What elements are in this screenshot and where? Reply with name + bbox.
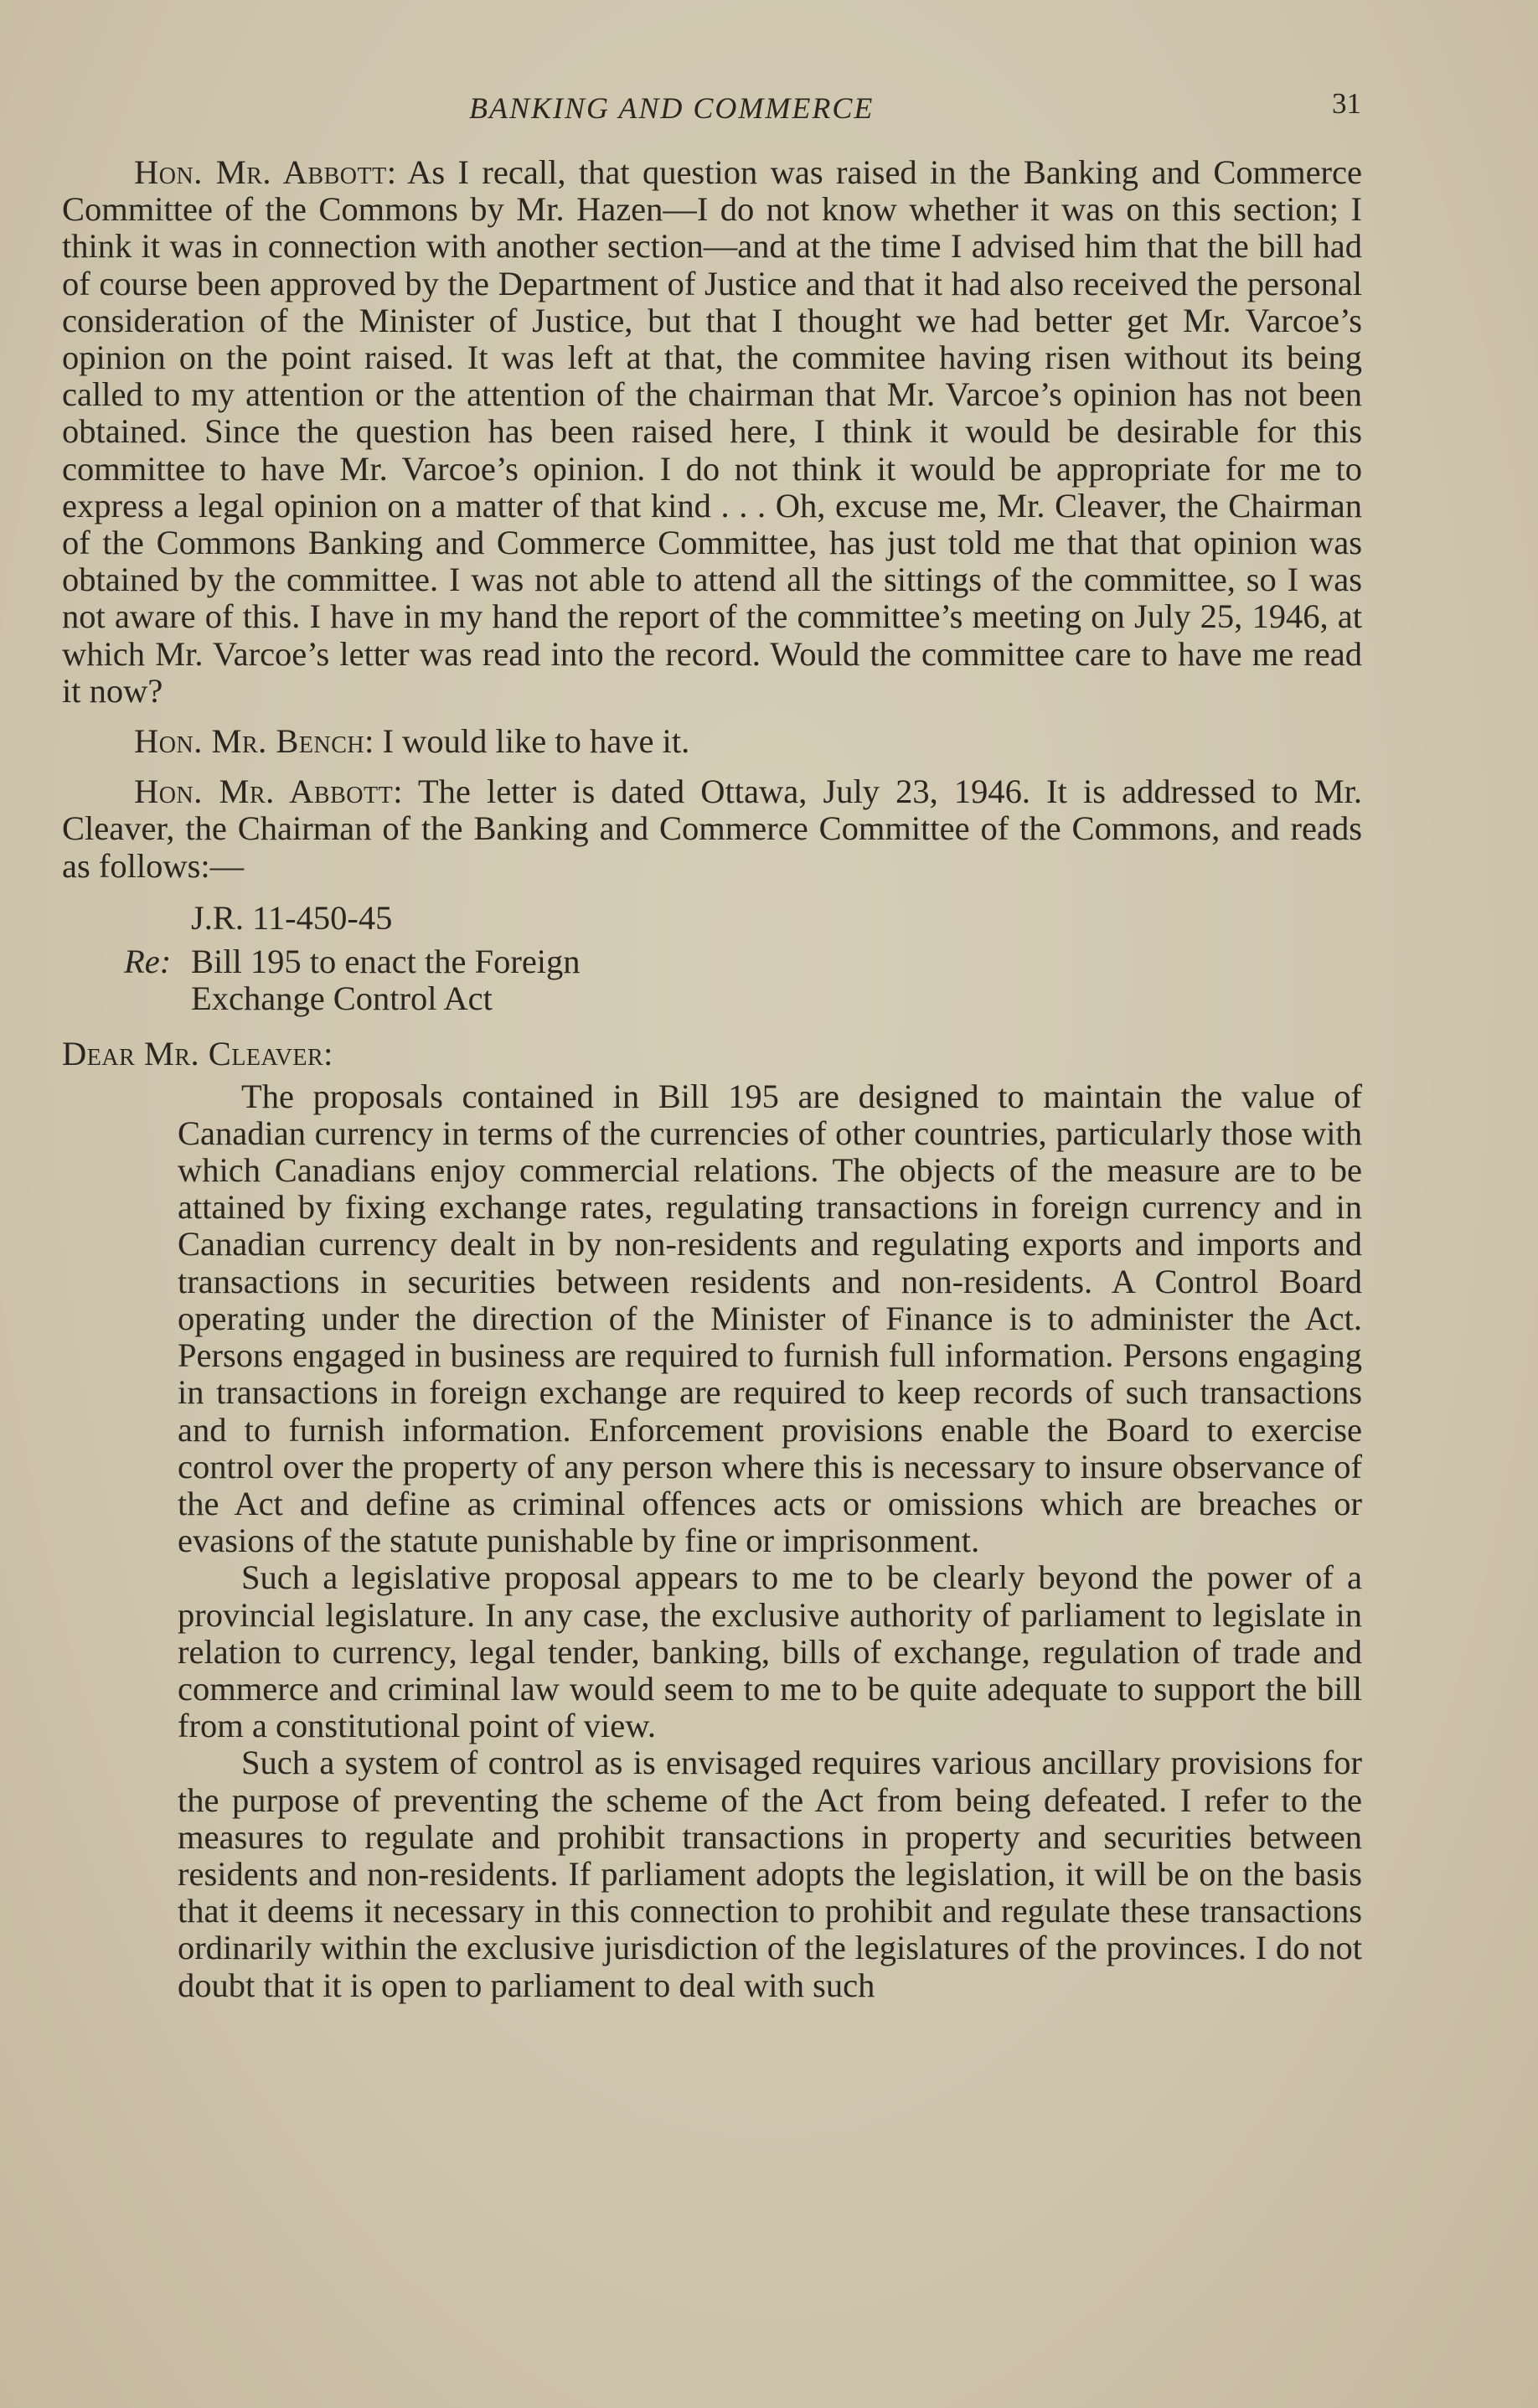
speaker-name: Hon. Mr. Bench: [134, 722, 365, 761]
running-title: BANKING AND COMMERCE: [469, 91, 875, 125]
letter-subject-line-2: Exchange Control Act: [191, 979, 493, 1018]
letter-re-label: Re:: [124, 943, 172, 981]
paragraph-abbott-1: Hon. Mr. Abbott: As I recall, that question was raised in the Banking and Commerce Committee of the Commons by Mr. Hazen—I do not know whether it was on this section; I think it was in connection with another section—and at the time I advised him that the bill had of course been approved by the Department of Justice and that it had also received the personal consideration of the Minister of Justice, but that I thought we had better get Mr. Varcoe’s opinion on the point raised. It was left at that, the commitee having risen without its being called to my attention or the attention of the chairman that Mr. Varcoe’s opinion has not been obtained. Since the question has been raised here, I think it would be desirable for this committee to have Mr. Varcoe’s opinion. I do not think it would be appropriate for me to express a legal opinion on a matter of that kind . . . Oh, excuse me, Mr. Cleaver, the Chairman of the Commons Banking and Commerce Committee, has just told me that that opinion was obtained by the committee. I was not able to attend all the sittings of the committee, so I was not aware of this. I have in my hand the report of the committee’s meeting on July 25, 1946, at which Mr. Varcoe’s letter was read into the record. Would the committee care to have me read it now?: [62, 153, 1362, 710]
letter-salutation: Dear Mr. Cleaver:: [62, 1035, 333, 1073]
paragraph-bench: Hon. Mr. Bench: I would like to have it.: [134, 722, 690, 761]
letter-subject-lines: [191, 943, 1362, 1017]
letter-paragraph-1: The proposals contained in Bill 195 are designed to maintain the value of Canadian currency in terms of the currencies of other countries, particularly those with which Canadians enjoy commercial relations. The objects of the measure are to be attained by fixing exchange rates, regulating transactions in foreign currency and in Canadian currency dealt in by non-residents and regulating exports and imports and transactions in securities between residents and non-residents. A Control Board operating under the direction of the Minister of Finance is to administer the Act. Persons engaged in business are required to furnish full information. Persons engaging in transactions in foreign exchange are required to keep records of such transactions and to furnish information. Enforcement provisions enable the Board to exercise control over the property of any person where this is necessary to insure observance of the Act and define as criminal offences acts or omissions which are breaches or evasions of the statute punishable by fine or imprisonment.: [178, 1077, 1362, 1560]
running-head: [0, 87, 1538, 132]
letter-reference: J.R. 11-450-45: [191, 898, 393, 937]
page-number: 31: [1332, 87, 1361, 120]
paragraph-abbott-2: Hon. Mr. Abbott: The letter is dated Ottawa, July 23, 1946. It is addressed to Mr. Cleaver, the Chairman of the Banking and Commerce Committee of the Commons, and reads as follows:—: [62, 773, 1362, 885]
paragraph-text: As I recall, that question was raised in the Banking and Commerce Committee of the Commons by Mr. Hazen—I do not know whether it was on this section; I think it was in connection with another section—and at the time I advised him that the bill had of course been approved by the Department of Justice and that it had also received the personal consideration of the Minister of Justice, but that I thought we had better get Mr. Varcoe’s opinion on the point raised. It was left at that, the commitee having risen without its being called to my attention or the attention of the chairman that Mr. Varcoe’s opinion has not been obtained. Since the question has been raised here, I think it would be desirable for this committee to have Mr. Varcoe’s opinion. I do not think it would be appropriate for me to express a legal opinion on a matter of that kind . . . Oh, excuse me, Mr. Cleaver, the Chairman of the Commons Banking and Commerce Committee, has just told me that that opinion was obtained by the committee. I was not able to attend all the sittings of the committee, so I was not aware of this. I have in my hand the report of the committee’s meeting on July 25, 1946, at which Mr. Varcoe’s letter was read into the record. Would the committee care to have me read it now?: [62, 153, 1362, 710]
speaker-name: Hon. Mr. Abbott: [134, 773, 394, 811]
letter-paragraph-3: Such a system of control as is envisaged requires various ancillary provisions for the purpose of preventing the scheme of the Act from being defeated. I refer to the measures to regulate and prohibit transactions in property and securities between residents and non-residents. If parliament adopts the legislation, it will be on the basis that it deems it necessary in this connection to prohibit and regulate these transactions ordinarily within the exclusive jurisdiction of the legislatures of the provinces. I do not doubt that it is open to parliament to deal with such: [178, 1744, 1362, 2004]
letter-body: [178, 1078, 1362, 2004]
letter-paragraph-2: Such a legislative proposal appears to me to be clearly beyond the power of a provincial legislature. In any case, the exclusive authority of parliament to legislate in relation to currency, legal tender, banking, bills of exchange, regulation of trade and commerce and criminal law would seem to me to be quite adequate to support the bill from a constitutional point of view.: [178, 1558, 1362, 1745]
quoted-letter: [62, 900, 1362, 2004]
letter-subject-line-1: Bill 195 to enact the Foreign: [191, 943, 581, 981]
speaker-name: Hon. Mr. Abbott: [134, 153, 387, 191]
letter-subject: [62, 943, 1362, 1017]
body-text: [62, 154, 1362, 2004]
paragraph-text: The letter is dated Ottawa, July 23, 1946. It is addressed to Mr. Cleaver, the Chairman of the Banking and Commerce Committee of the Commons, and reads as follows:—: [62, 773, 1362, 885]
paragraph-text: I would like to have it.: [382, 722, 690, 761]
